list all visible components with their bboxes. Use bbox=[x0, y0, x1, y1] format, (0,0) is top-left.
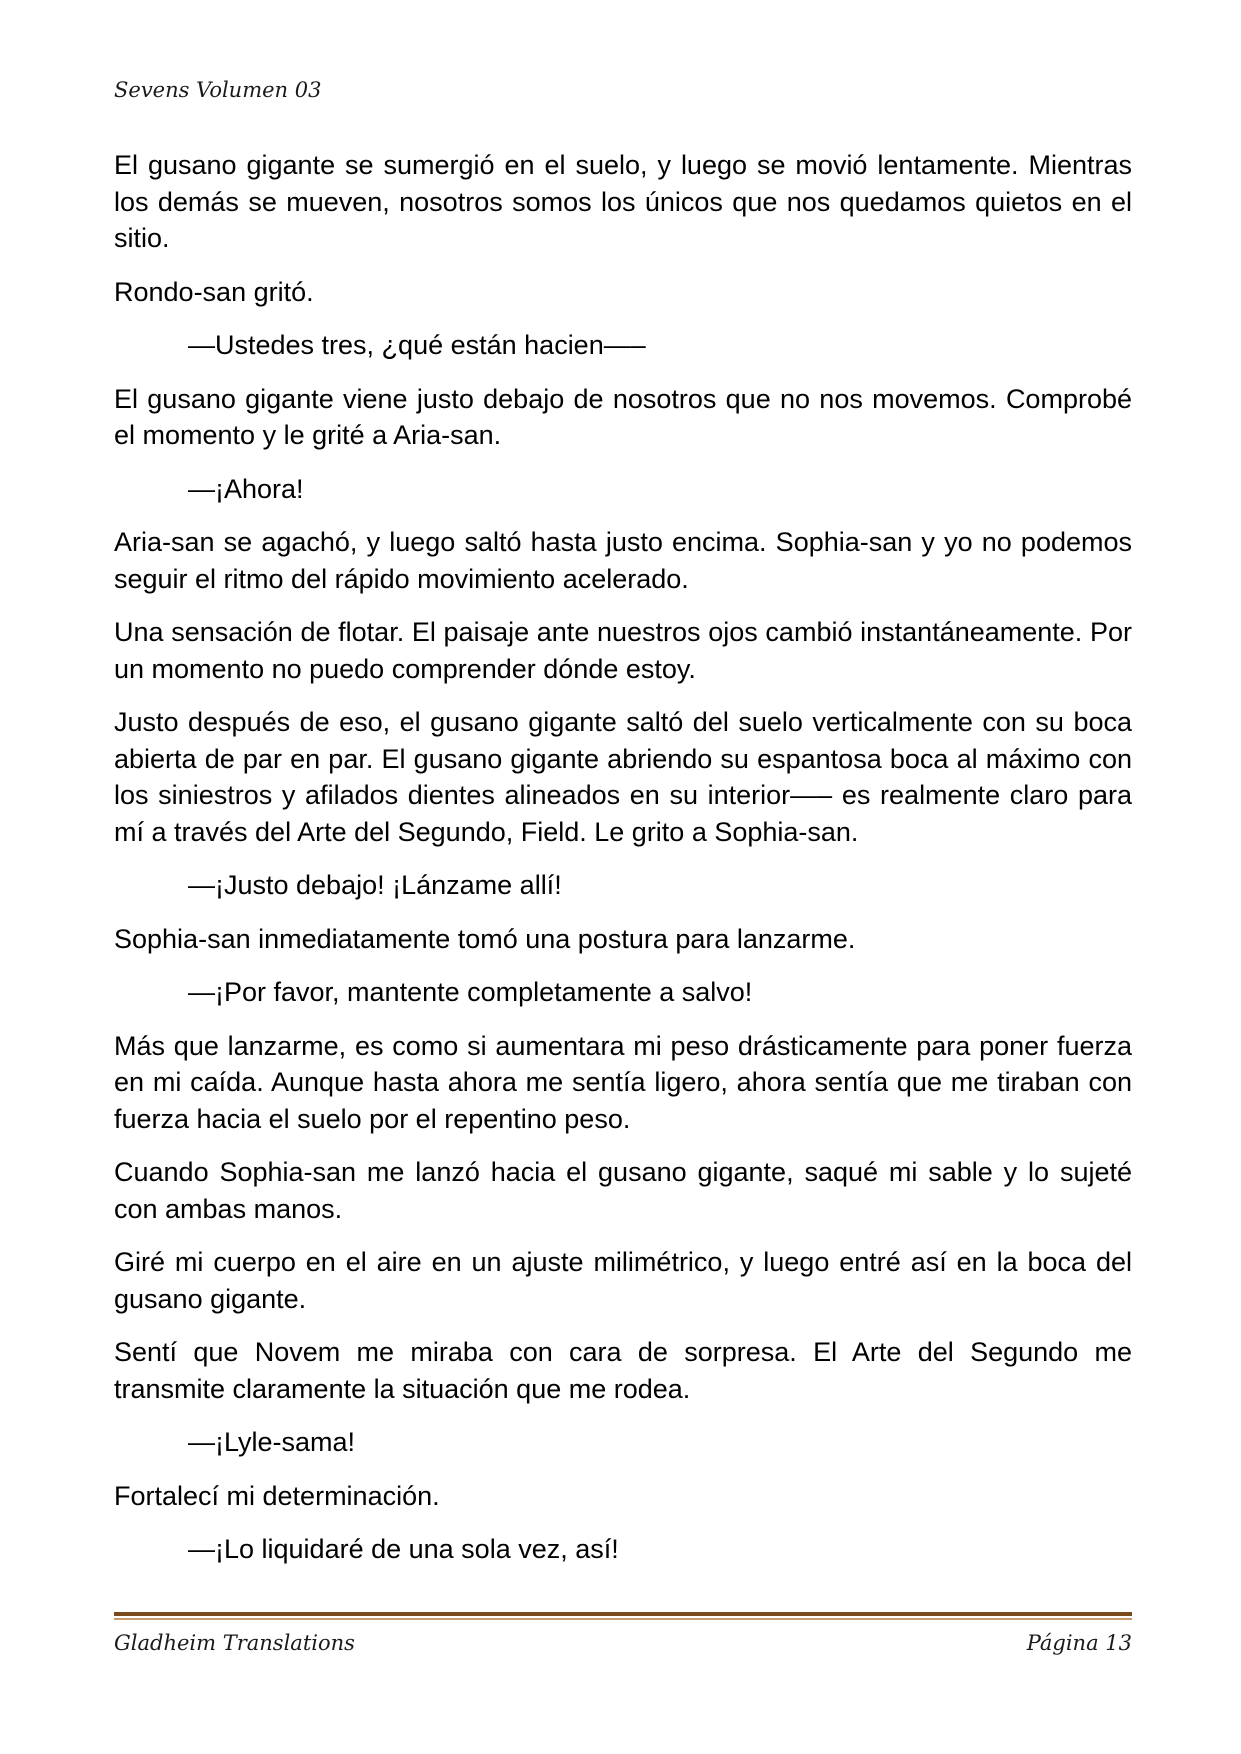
dialogue-line: —¡Lyle-sama! bbox=[188, 1427, 356, 1457]
paragraph: Sentí que Novem me miraba con cara de sorpresa. El Arte del Segundo me transmite claramente la situación que me rodea. bbox=[114, 1337, 1132, 1404]
footer-translator: Gladheim Translations bbox=[114, 1631, 355, 1655]
footer-divider-thin bbox=[114, 1618, 1132, 1620]
paragraph: Giré mi cuerpo en el aire en un ajuste milimétrico, y luego entré así en la boca del gusano gigante. bbox=[114, 1247, 1132, 1314]
footer-divider-thick bbox=[114, 1612, 1132, 1616]
paragraph: Más que lanzarme, es como si aumentara mi peso drásticamente para poner fuerza en mi caída. Aunque hasta ahora me sentía ligero, ahora sentía que me tiraban con fuerza hacia el suelo por el repentino peso. bbox=[114, 1030, 1132, 1134]
dialogue-line: —¡Por favor, mantente completamente a salvo! bbox=[188, 977, 753, 1007]
paragraph: Una sensación de flotar. El paisaje ante nuestros ojos cambió instantáneamente. Por un momento no puedo comprender dónde estoy. bbox=[114, 617, 1132, 684]
paragraph: Fortalecí mi determinación. bbox=[114, 1480, 440, 1511]
dialogue-line: —Ustedes tres, ¿qué están hacien—– bbox=[188, 330, 646, 360]
paragraph: El gusano gigante viene justo debajo de nosotros que no nos movemos. Comprobé el momento y le grité a Aria-san. bbox=[114, 383, 1132, 450]
dialogue-line: —¡Lo liquidaré de una sola vez, así! bbox=[188, 1534, 619, 1564]
dialogue-line: —¡Justo debajo! ¡Lánzame allí! bbox=[188, 870, 562, 900]
paragraph: Rondo-san gritó. bbox=[114, 276, 314, 307]
paragraph: Cuando Sophia-san me lanzó hacia el gusano gigante, saqué mi sable y lo sujeté con ambas manos. bbox=[114, 1157, 1132, 1224]
running-header: Sevens Volumen 03 bbox=[114, 78, 322, 102]
footer-divider bbox=[114, 1612, 1132, 1620]
paragraph: Aria-san se agachó, y luego saltó hasta justo encima. Sophia-san y yo no podemos seguir el ritmo del rápido movimiento acelerado. bbox=[114, 527, 1132, 594]
dialogue-line: —¡Ahora! bbox=[188, 473, 304, 504]
paragraph: Sophia-san inmediatamente tomó una postura para lanzarme. bbox=[114, 923, 856, 954]
paragraph: Justo después de eso, el gusano gigante saltó del suelo verticalmente con su boca abierta de par en par. El gusano gigante abriendo su espantosa boca al máximo con los siniestros y afilados dientes alineados en su interior—– es realmente claro para mí a través del Arte del Segundo, Field. Le grito a Sophia-san. bbox=[114, 707, 1132, 847]
page-body bbox=[114, 147, 1132, 1585]
page-number: Página 13 bbox=[1026, 1631, 1132, 1655]
paragraph: El gusano gigante se sumergió en el suelo, y luego se movió lentamente. Mientras los demás se mueven, nosotros somos los únicos que nos quedamos quietos en el sitio. bbox=[114, 150, 1132, 253]
